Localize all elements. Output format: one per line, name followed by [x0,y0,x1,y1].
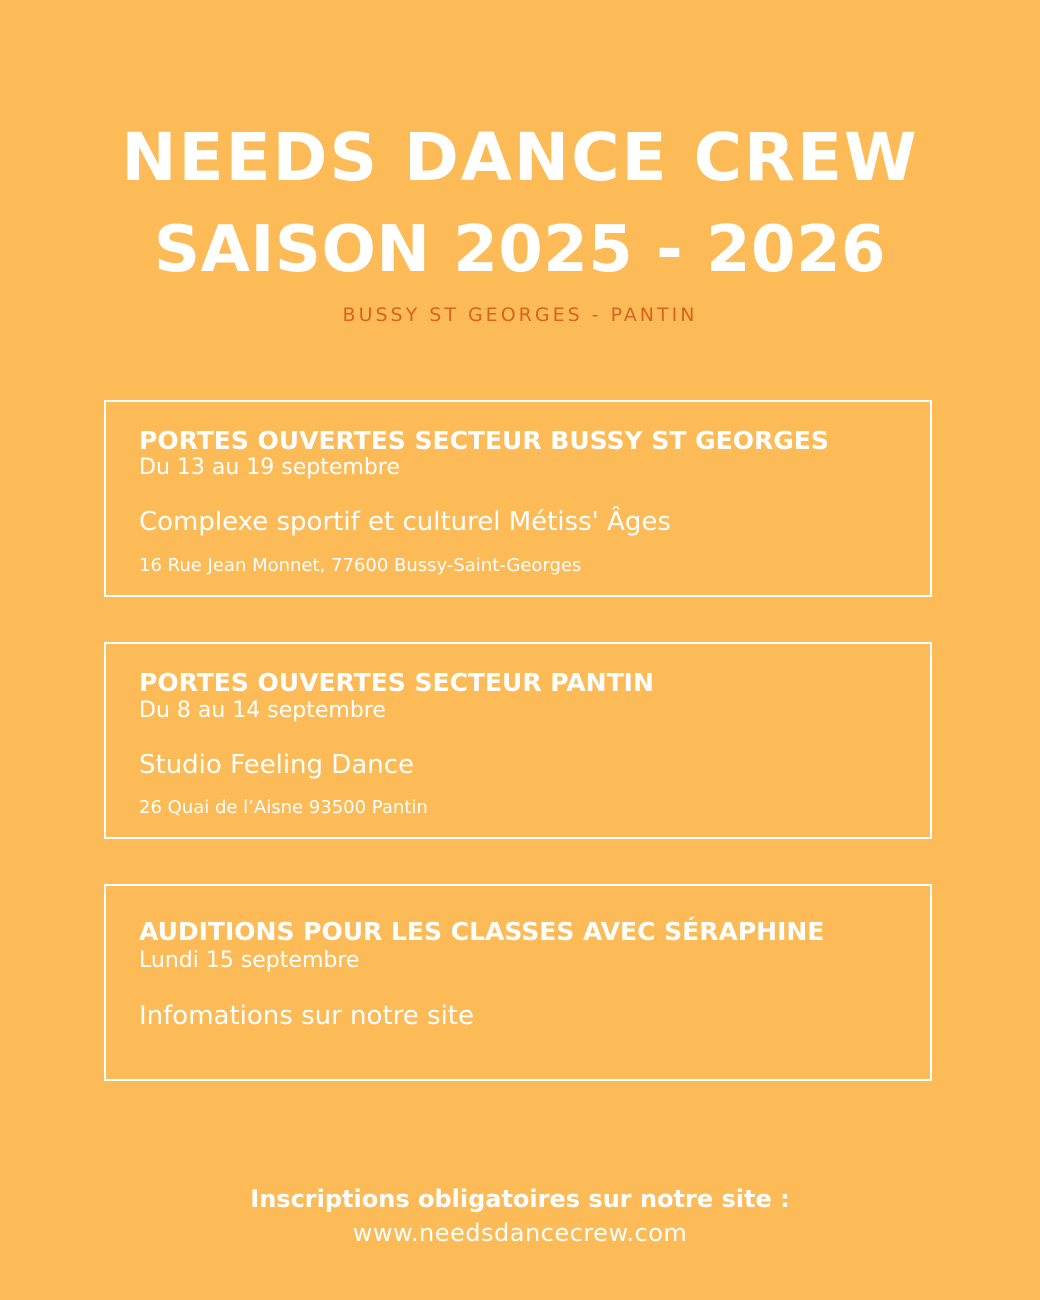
event-card-bussy [104,400,932,597]
locations-subtitle: BUSSY ST GEORGES - PANTIN [342,304,698,326]
website-link[interactable]: www.needsdancecrew.com [352,1219,688,1247]
event-date: Du 13 au 19 septembre [139,455,400,480]
event-card-pantin [104,642,932,839]
event-venue: Studio Feeling Dance [139,750,415,780]
event-title: PORTES OUVERTES SECTEUR PANTIN [139,668,654,697]
season-title: SAISON 2025 - 2026 [153,213,887,287]
event-address: 16 Rue Jean Monnet, 77600 Bussy-Saint-Georges [139,555,582,576]
event-date: Du 8 au 14 septembre [139,698,386,723]
event-title: AUDITIONS POUR LES CLASSES AVEC SÉRAPHINE [139,917,825,946]
event-address: 26 Quai de l’Aisne 93500 Pantin [139,797,428,818]
crew-title: NEEDS DANCE CREW [121,119,919,196]
event-info-link[interactable]: Infomations sur notre site [139,1001,474,1031]
event-title: PORTES OUVERTES SECTEUR BUSSY ST GEORGES [139,426,829,455]
event-card-auditions [104,884,932,1081]
event-date: Lundi 15 septembre [139,948,360,973]
registration-notice: Inscriptions obligatoires sur notre site : [250,1185,790,1213]
event-venue: Complexe sportif et culturel Métiss' Âges [139,507,671,537]
